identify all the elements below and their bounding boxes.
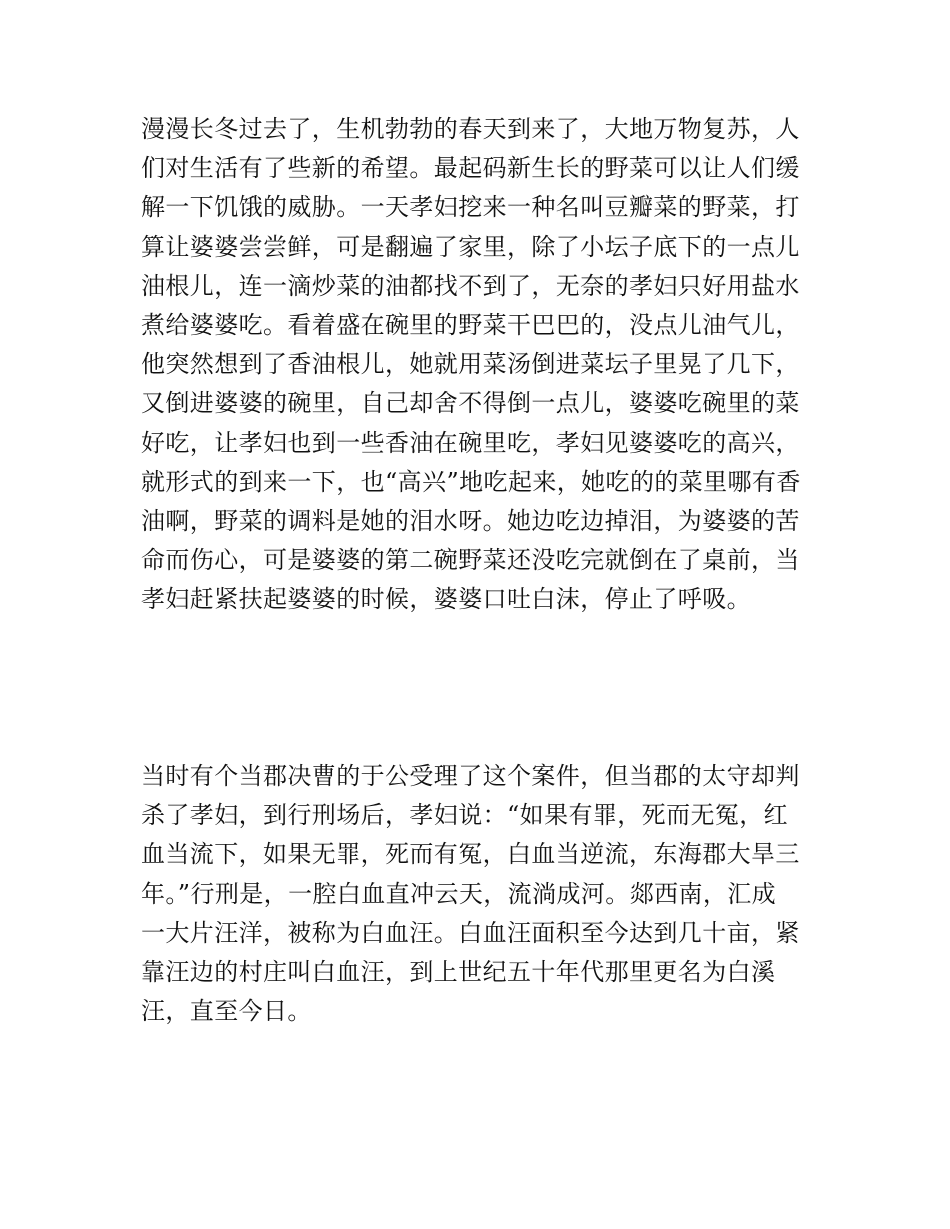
text-line: 孝妇赶紧扶起婆婆的时候，婆婆口吐白沫，停止了呼吸。 bbox=[141, 585, 751, 614]
text-line: 又倒进婆婆的碗里，自己却舍不得倒一点儿，婆婆吃碗里的菜 bbox=[141, 389, 800, 418]
text-line: 油啊，野菜的调料是她的泪水呀。她边吃边掉泪，为婆婆的苦 bbox=[141, 506, 800, 535]
text-line: 靠汪边的村庄叫白血汪，到上世纪五十年代那里更名为白溪 bbox=[141, 957, 776, 986]
text-line: 命而伤心，可是婆婆的第二碗野菜还没吃完就倒在了桌前，当 bbox=[141, 546, 800, 575]
text-line: 油根儿，连一滴炒菜的油都找不到了，无奈的孝妇只好用盐水 bbox=[141, 271, 800, 300]
text-line: 一大片汪洋，被称为白血汪。白血汪面积至今达到几十亩，紧 bbox=[141, 918, 800, 947]
text-line: 煮给婆婆吃。看着盛在碗里的野菜干巴巴的，没点儿油气儿， bbox=[141, 310, 800, 339]
text-line: 好吃，让孝妇也到一些香油在碗里吃，孝妇见婆婆吃的高兴， bbox=[141, 428, 800, 457]
text-line: 杀了孝妇，到行刑场后，孝妇说：“如果有罪，死而无冤，红 bbox=[141, 801, 789, 830]
text-line: 血当流下，如果无罪，死而有冤，白血当逆流，东海郡大旱三 bbox=[141, 840, 800, 869]
paragraph-2 bbox=[141, 757, 813, 1031]
text-line: 就形式的到来一下，也“高兴”地吃起来，她吃的的菜里哪有香 bbox=[141, 467, 801, 496]
text-line: 漫漫长冬过去了，生机勃勃的春天到来了，大地万物复苏，人 bbox=[141, 115, 800, 143]
text-line: 年。”行刑是，一腔白血直冲云天，流淌成河。郯西南，汇成 bbox=[141, 879, 777, 908]
text-line: 算让婆婆尝尝鲜，可是翻遍了家里，除了小坛子底下的一点儿 bbox=[141, 232, 800, 261]
text-line: 汪，直至今日。 bbox=[141, 997, 312, 1026]
paragraph-1 bbox=[141, 110, 813, 619]
text-line: 当时有个当郡决曹的于公受理了这个案件，但当郡的太守却判 bbox=[141, 762, 800, 790]
text-line: 解一下饥饿的威胁。一天孝妇挖来一种名叫豆瓣菜的野菜，打 bbox=[141, 193, 800, 222]
text-line: 他突然想到了香油根儿，她就用菜汤倒进菜坛子里晃了几下， bbox=[141, 350, 800, 379]
text-line: 们对生活有了些新的希望。最起码新生长的野菜可以让人们缓 bbox=[141, 154, 800, 183]
